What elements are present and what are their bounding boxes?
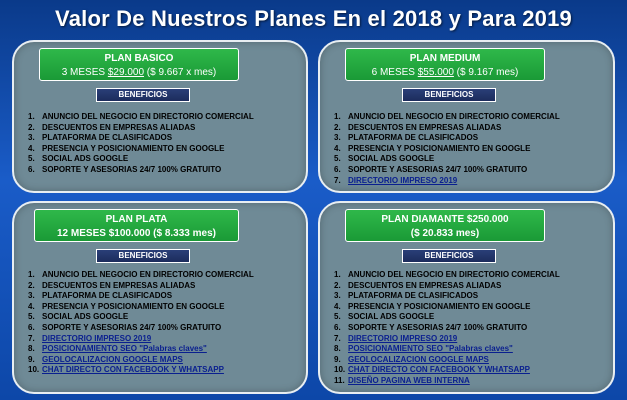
list-item-link[interactable]: 8. POSICIONAMIENTO SEO "Palabras claves" <box>334 344 513 354</box>
plan-name: PLAN DIAMANTE $250.000 <box>381 214 509 225</box>
list-item: 6. SOPORTE Y ASESORIAS 24/7 100% GRATUITO <box>28 164 222 174</box>
plan-diamante-header <box>345 209 545 242</box>
plan-medium-header <box>345 48 545 81</box>
list-item: 5. SOCIAL ADS GOOGLE <box>28 154 129 164</box>
list-item: 1. ANUNCIO DEL NEGOCIO EN DIRECTORIO COMERCIAL <box>28 112 254 121</box>
plan-name: PLAN PLATA <box>105 214 168 225</box>
list-item: 2. DESCUENTOS EN EMPRESAS ALIADAS <box>28 122 196 132</box>
plan-price-line: 12 MESES $100.000 ($ 8.333 mes) <box>57 228 216 239</box>
list-item: 6. SOPORTE Y ASESORIAS 24/7 100% GRATUITO <box>334 164 528 174</box>
list-item: 3. PLATAFORMA DE CLASIFICADOS <box>334 133 479 143</box>
list-item: 5. SOCIAL ADS GOOGLE <box>334 154 435 164</box>
plan-name: PLAN BASICO <box>104 53 174 64</box>
list-item-link[interactable]: 10. CHAT DIRECTO CON FACEBOOK Y WHATSAPP <box>334 365 530 375</box>
list-item: 4. PRESENCIA Y POSICIONAMIENTO EN GOOGLE <box>28 301 225 311</box>
benefits-label: BENEFICIOS <box>96 249 190 263</box>
benefits-label: BENEFICIOS <box>402 249 496 263</box>
list-item-link[interactable]: 9. GEOLOCALIZACION GOOGLE MAPS <box>28 354 183 364</box>
list-item: 2. DESCUENTOS EN EMPRESAS ALIADAS <box>334 280 502 290</box>
benefits-list <box>334 270 560 387</box>
benefits-list <box>28 270 254 376</box>
benefits-label: BENEFICIOS <box>402 88 496 102</box>
list-item: 6. SOPORTE Y ASESORIAS 24/7 100% GRATUITO <box>28 322 222 332</box>
plan-diamante-card <box>318 201 615 394</box>
list-item: 1. ANUNCIO DEL NEGOCIO EN DIRECTORIO COMERCIAL <box>334 270 560 279</box>
plan-medium-card <box>318 40 615 193</box>
list-item: 2. DESCUENTOS EN EMPRESAS ALIADAS <box>334 122 502 132</box>
list-item: 4. PRESENCIA Y POSICIONAMIENTO EN GOOGLE <box>334 301 531 311</box>
list-item: 1. ANUNCIO DEL NEGOCIO EN DIRECTORIO COMERCIAL <box>334 112 560 121</box>
list-item: 3. PLATAFORMA DE CLASIFICADOS <box>28 133 173 143</box>
list-item: 6. SOPORTE Y ASESORIAS 24/7 100% GRATUITO <box>334 322 528 332</box>
list-item: 5. SOCIAL ADS GOOGLE <box>28 312 129 322</box>
benefits-list <box>334 112 560 186</box>
plan-price-line: ($ 20.833 mes) <box>410 228 480 239</box>
plan-basico-card <box>12 40 308 193</box>
list-item: 4. PRESENCIA Y POSICIONAMIENTO EN GOOGLE <box>28 143 225 153</box>
list-item-link[interactable]: 7. DIRECTORIO IMPRESO 2019 <box>334 333 458 343</box>
plan-plata-header <box>34 209 239 242</box>
list-item-link[interactable]: 10. CHAT DIRECTO CON FACEBOOK Y WHATSAPP <box>28 365 224 375</box>
list-item: 2. DESCUENTOS EN EMPRESAS ALIADAS <box>28 280 196 290</box>
list-item-link[interactable]: 7. DIRECTORIO IMPRESO 2019 <box>28 333 152 343</box>
plan-name: PLAN MEDIUM <box>409 53 481 64</box>
plan-basico-header <box>39 48 239 81</box>
list-item-link[interactable]: 11. DISEÑO PAGINA WEB INTERNA <box>334 375 470 385</box>
plan-price-line: 3 MESES $29.000 ($ 9.667 x mes) <box>61 67 217 78</box>
plan-price-line: 6 MESES $55.000 ($ 9.167 mes) <box>371 67 519 78</box>
list-item: 3. PLATAFORMA DE CLASIFICADOS <box>28 291 173 301</box>
page-title: Valor De Nuestros Planes En el 2018 y Para 2019 <box>55 6 572 31</box>
plan-plata-card <box>12 201 308 394</box>
benefits-label: BENEFICIOS <box>96 88 190 102</box>
list-item-link[interactable]: 7. DIRECTORIO IMPRESO 2019 <box>334 175 458 185</box>
list-item: 1. ANUNCIO DEL NEGOCIO EN DIRECTORIO COMERCIAL <box>28 270 254 279</box>
list-item-link[interactable]: 9. GEOLOCALIZACION GOOGLE MAPS <box>334 354 489 364</box>
list-item-link[interactable]: 8. POSICIONAMIENTO SEO "Palabras claves" <box>28 344 207 354</box>
list-item: 4. PRESENCIA Y POSICIONAMIENTO EN GOOGLE <box>334 143 531 153</box>
list-item: 5. SOCIAL ADS GOOGLE <box>334 312 435 322</box>
benefits-list <box>28 112 254 176</box>
list-item: 3. PLATAFORMA DE CLASIFICADOS <box>334 291 479 301</box>
